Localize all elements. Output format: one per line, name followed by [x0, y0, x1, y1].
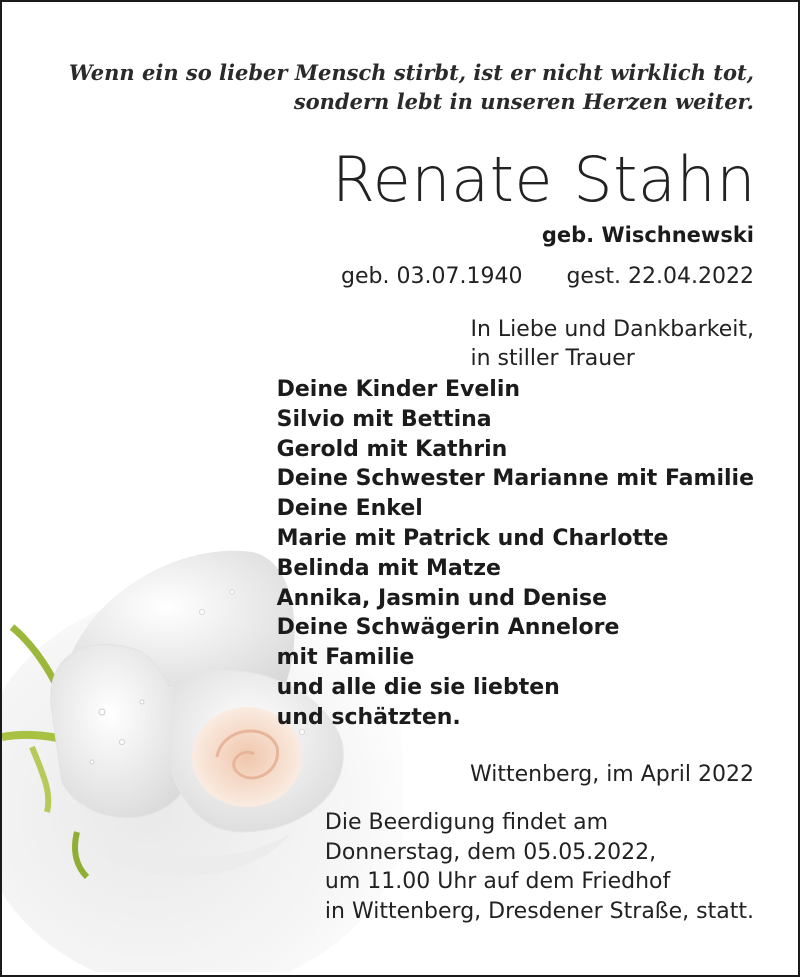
- mourner-line: Deine Kinder Evelin: [276, 377, 521, 402]
- death-date: gest. 22.04.2022: [566, 264, 754, 289]
- funeral-line: Donnerstag, dem 05.05.2022,: [324, 839, 657, 865]
- funeral-info: [325, 808, 754, 926]
- motto-line: Wenn ein so lieber Mensch stirbt, ist er nicht wirklich tot,: [68, 60, 754, 85]
- funeral-line: Die Beerdigung findet am: [324, 810, 609, 835]
- thanks-block: [471, 315, 755, 373]
- mourner-line: mit Familie: [276, 645, 415, 671]
- mourner-line: Belinda mit Matze: [276, 555, 501, 581]
- birth-date: geb. 03.07.1940: [341, 264, 523, 289]
- mourner-line: und alle die sie liebten: [276, 674, 560, 700]
- mourner-line: Annika, Jasmin und Denise: [276, 585, 608, 611]
- place-date: Wittenberg, im April 2022: [469, 762, 754, 787]
- mourners-list: [277, 375, 754, 733]
- funeral-line: um 11.00 Uhr auf dem Friedhof: [324, 869, 671, 894]
- maiden-name: geb. Wischnewski: [541, 223, 754, 247]
- mourner-line: Silvio mit Bettina: [276, 406, 492, 432]
- mourner-line: Deine Schwester Marianne mit Familie: [276, 466, 754, 492]
- mourner-line: Deine Schwägerin Annelore: [276, 615, 620, 641]
- mourner-line: Marie mit Patrick und Charlotte: [276, 525, 669, 551]
- funeral-line: in Wittenberg, Dresdener Straße, statt.: [324, 898, 754, 924]
- deceased-name: Renate Stahn: [331, 143, 756, 216]
- mourner-line: Gerold mit Kathrin: [276, 436, 508, 462]
- mourner-line: und schätzten.: [276, 704, 461, 730]
- motto-quote: [54, 58, 754, 116]
- motto-line: sondern lebt in unseren Herzen weiter.: [293, 89, 754, 114]
- thanks-line: In Liebe und Dankbarkeit,: [470, 317, 754, 342]
- thanks-line: in stiller Trauer: [470, 346, 635, 371]
- mourner-line: Deine Enkel: [276, 496, 423, 522]
- life-dates: [341, 261, 754, 293]
